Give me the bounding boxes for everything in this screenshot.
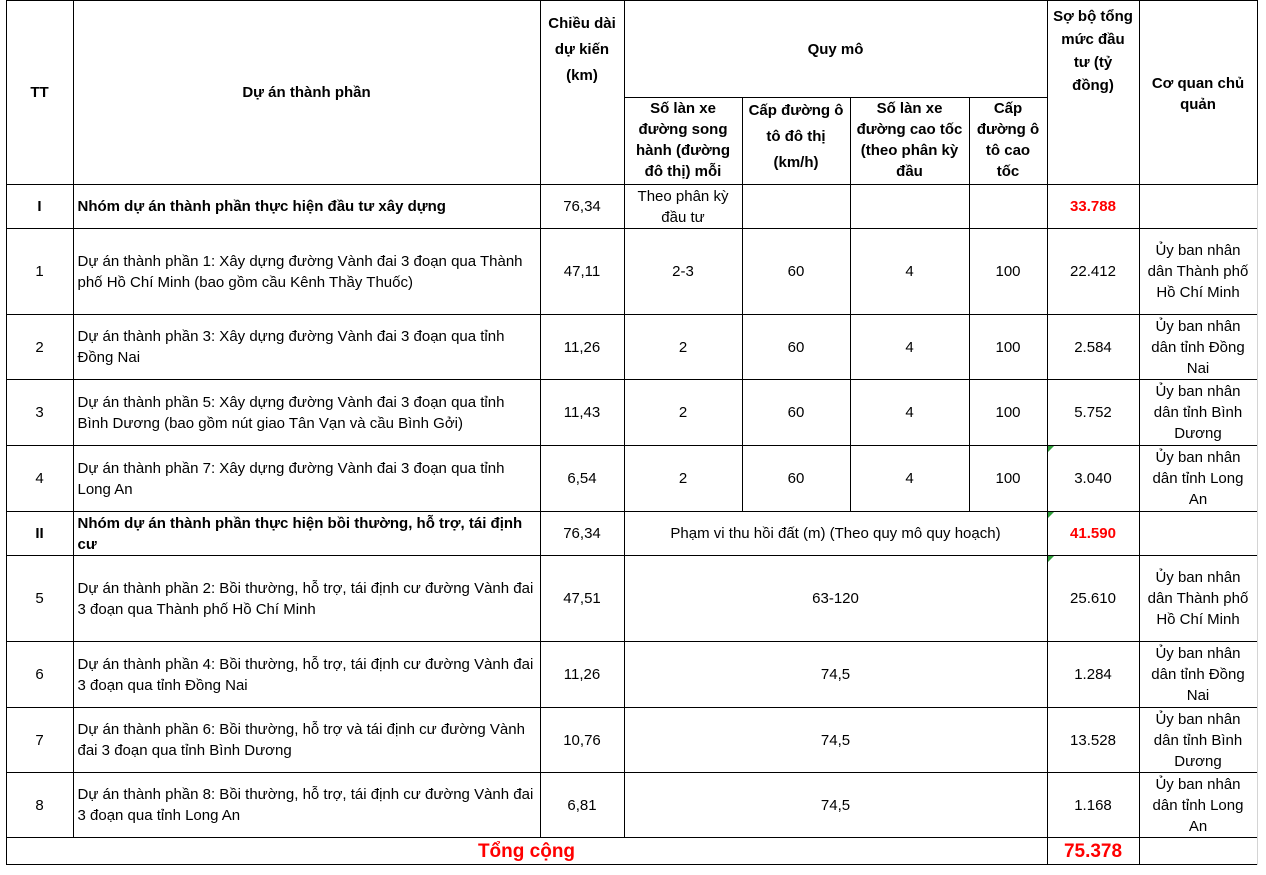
row-lanes-parallel: 2-3: [624, 229, 742, 315]
row-investment: 25.610: [1047, 556, 1139, 642]
table-row: [0, 773, 1265, 838]
row-scope: 74,5: [624, 642, 1047, 708]
header-tt: TT: [6, 1, 73, 185]
row-investment: 1.284: [1047, 642, 1139, 708]
row-name: Dự án thành phần 2: Bồi thường, hỗ trợ, tái định cư đường Vành đai 3 đoạn qua Thành phố Hồ Chí Minh: [73, 556, 540, 642]
row-tt: 3: [6, 380, 73, 446]
row-lanes-expressway: 4: [850, 380, 969, 446]
row-tt: 5: [6, 556, 73, 642]
row-expressway-grade: 100: [969, 315, 1047, 380]
table-row: [0, 446, 1265, 512]
row-scope: 74,5: [624, 773, 1047, 838]
total-empty-cell: [1139, 838, 1257, 865]
row-name: Dự án thành phần 5: Xây dựng đường Vành đai 3 đoạn qua tỉnh Bình Dương (bao gồm nút giao Tân Vạn và cầu Bình Gởi): [73, 380, 540, 446]
row-length: 11,43: [540, 380, 624, 446]
row-agency: Ủy ban nhân dân tỉnh Long An: [1139, 773, 1257, 838]
row-urban-grade: 60: [742, 446, 850, 512]
row-agency: Ủy ban nhân dân tỉnh Đồng Nai: [1139, 642, 1257, 708]
header-scale: Quy mô: [624, 1, 1047, 98]
group-row: [0, 512, 1265, 556]
table-row: [0, 708, 1265, 773]
row-lanes-expressway: 4: [850, 446, 969, 512]
row-lanes-parallel: 2: [624, 380, 742, 446]
row-agency: Ủy ban nhân dân Thành phố Hồ Chí Minh: [1139, 229, 1257, 315]
group-empty-cell: [850, 185, 969, 229]
row-tt: 2: [6, 315, 73, 380]
row-tt: 6: [6, 642, 73, 708]
row-lanes-expressway: 4: [850, 315, 969, 380]
group-investment: 41.590: [1047, 512, 1139, 556]
right-margin: [1257, 1, 1265, 865]
row-length: 11,26: [540, 315, 624, 380]
total-investment: 75.378: [1047, 838, 1139, 865]
row-length: 47,11: [540, 229, 624, 315]
row-tt: 7: [6, 708, 73, 773]
group-empty-cell: [969, 185, 1047, 229]
table-row: [0, 642, 1265, 708]
table-row: [0, 229, 1265, 315]
row-agency: Ủy ban nhân dân tỉnh Đồng Nai: [1139, 315, 1257, 380]
row-length: 10,76: [540, 708, 624, 773]
row-agency: Ủy ban nhân dân Thành phố Hồ Chí Minh: [1139, 556, 1257, 642]
row-name: Dự án thành phần 1: Xây dựng đường Vành đai 3 đoạn qua Thành phố Hồ Chí Minh (bao gồm cầu Kênh Thầy Thuốc): [73, 229, 540, 315]
row-investment: 22.412: [1047, 229, 1139, 315]
row-investment: 13.528: [1047, 708, 1139, 773]
group-scale-note: Phạm vi thu hồi đất (m) (Theo quy mô quy hoạch): [624, 512, 1047, 556]
row-name: Dự án thành phần 7: Xây dựng đường Vành đai 3 đoạn qua tỉnh Long An: [73, 446, 540, 512]
header-agency: Cơ quan chủ quản: [1139, 1, 1257, 185]
row-name: Dự án thành phần 8: Bồi thường, hỗ trợ, tái định cư đường Vành đai 3 đoạn qua tỉnh Long An: [73, 773, 540, 838]
header-project: Dự án thành phần: [73, 1, 540, 185]
row-urban-grade: 60: [742, 315, 850, 380]
total-row: [0, 838, 1265, 865]
header-investment: Sợ bộ tổng mức đầu tư (tỷ đồng): [1047, 1, 1139, 185]
row-agency: Ủy ban nhân dân tỉnh Bình Dương: [1139, 708, 1257, 773]
group-row: [0, 185, 1265, 229]
row-expressway-grade: 100: [969, 380, 1047, 446]
row-lanes-expressway: 4: [850, 229, 969, 315]
table-row: [0, 380, 1265, 446]
row-name: Dự án thành phần 6: Bồi thường, hỗ trợ và tái định cư đường Vành đai 3 đoạn qua tỉnh Bình Dương: [73, 708, 540, 773]
row-investment: 3.040: [1047, 446, 1139, 512]
header-urban-grade: Cấp đường ô tô đô thị (km/h): [742, 98, 850, 185]
row-length: 6,81: [540, 773, 624, 838]
row-length: 6,54: [540, 446, 624, 512]
table-row: [0, 556, 1265, 642]
group-tt: II: [6, 512, 73, 556]
group-empty-cell: [742, 185, 850, 229]
row-investment: 2.584: [1047, 315, 1139, 380]
row-tt: 1: [6, 229, 73, 315]
row-tt: 8: [6, 773, 73, 838]
row-name: Dự án thành phần 4: Bồi thường, hỗ trợ, tái định cư đường Vành đai 3 đoạn qua tỉnh Đồng Nai: [73, 642, 540, 708]
row-length: 11,26: [540, 642, 624, 708]
header-lanes-expressway: Số làn xe đường cao tốc (theo phân kỳ đầu: [850, 98, 969, 185]
group-scale-note: Theo phân kỳ đầu tư: [624, 185, 742, 229]
row-expressway-grade: 100: [969, 446, 1047, 512]
group-empty-cell: [1139, 512, 1257, 556]
row-lanes-parallel: 2: [624, 315, 742, 380]
group-empty-cell: [1139, 185, 1257, 229]
row-length: 47,51: [540, 556, 624, 642]
group-investment: 33.788: [1047, 185, 1139, 229]
group-length: 76,34: [540, 512, 624, 556]
row-urban-grade: 60: [742, 229, 850, 315]
total-label: Tổng cộng: [6, 838, 1047, 865]
row-investment: 5.752: [1047, 380, 1139, 446]
row-scope: 63-120: [624, 556, 1047, 642]
row-name: Dự án thành phần 3: Xây dựng đường Vành đai 3 đoạn qua tỉnh Đồng Nai: [73, 315, 540, 380]
row-scope: 74,5: [624, 708, 1047, 773]
table-row: [0, 315, 1265, 380]
row-urban-grade: 60: [742, 380, 850, 446]
row-agency: Ủy ban nhân dân tỉnh Long An: [1139, 446, 1257, 512]
header-lanes-parallel: Số làn xe đường song hành (đường đô thị) mỗi: [624, 98, 742, 185]
group-tt: I: [6, 185, 73, 229]
row-investment: 1.168: [1047, 773, 1139, 838]
row-lanes-parallel: 2: [624, 446, 742, 512]
row-tt: 4: [6, 446, 73, 512]
header-length: Chiều dài dự kiến (km): [540, 1, 624, 185]
group-name: Nhóm dự án thành phần thực hiện bồi thường, hỗ trợ, tái định cư: [73, 512, 540, 556]
group-length: 76,34: [540, 185, 624, 229]
row-expressway-grade: 100: [969, 229, 1047, 315]
group-name: Nhóm dự án thành phần thực hiện đầu tư xây dựng: [73, 185, 540, 229]
row-agency: Ủy ban nhân dân tỉnh Bình Dương: [1139, 380, 1257, 446]
header-expressway-grade: Cấp đường ô tô cao tốc: [969, 98, 1047, 185]
